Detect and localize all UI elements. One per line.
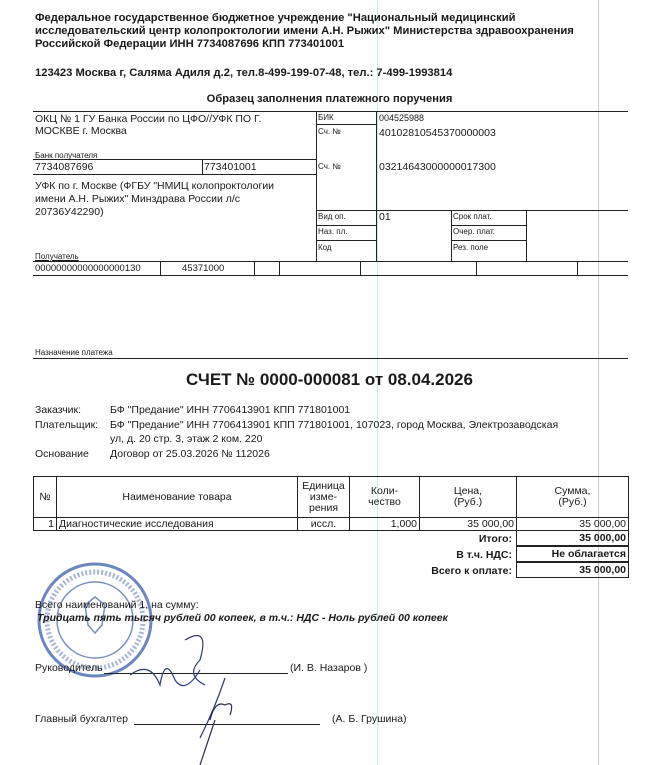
row-sum: 35 000,00 (516, 517, 629, 531)
bik-value: 004525988 (379, 113, 425, 123)
naz-pl-label: Наз. пл. (318, 227, 348, 236)
col-header-price: Цена, (Руб.) (419, 476, 517, 518)
accountant-name: (А. Б. Грушина) (332, 713, 407, 725)
vat-value: Не облагается (516, 546, 629, 562)
row-price: 35 000,00 (419, 517, 517, 531)
org-address: 123423 Москва г, Саляма Адиля д.2, тел.8-499-199-07-48, тел.: 7-499-1993814 (35, 67, 453, 79)
recipient-kpp: 773401001 (204, 161, 257, 173)
org-line-1: Федеральное государственное бюджетное учреждение "Национальный медицинский (35, 12, 516, 24)
bik-label: БИК (318, 113, 334, 122)
ocher-label: Очер. плат. (453, 227, 496, 236)
oktmo-value: 45371000 (182, 263, 225, 274)
basis-value: Договор от 25.03.2026 № 112026 (110, 448, 270, 460)
handwritten-signatures (90, 620, 290, 765)
payer-value: БФ "Предание" ИНН 7706413901 КПП 771801001, 107023, город Москва, Электрозаводская (110, 419, 559, 431)
col-header-qty: Коли- чество (349, 476, 420, 518)
col-header-sum: Сумма, (Руб.) (516, 476, 629, 518)
row-num: 1 (33, 517, 57, 531)
items-count-line: Всего наименований 1, на сумму: (35, 599, 199, 611)
col-header-num: № (33, 476, 57, 518)
due-value: 35 000,00 (516, 562, 629, 578)
row-name: Диагностические исследования (56, 517, 298, 531)
kod-label: Код (318, 243, 332, 252)
recipient-label: Получатель (35, 252, 79, 261)
amount-in-words: Тридцать пять тысяч рублей 00 копеек, в т.ч.: НДС - Ноль рублей 00 копеек (37, 612, 448, 624)
payer-label: Плательщик: (35, 419, 99, 431)
bank-name-cont: МОСКВЕ г. Москва (35, 125, 127, 137)
account-label: Сч. № (318, 162, 341, 171)
kbk-value: 00000000000000000130 (35, 263, 141, 274)
recipient-inn: 7734087696 (35, 161, 94, 173)
accountant-label: Главный бухгалтер (35, 713, 128, 725)
total-value: 35 000,00 (516, 530, 629, 546)
account-value: 03214643000000017300 (379, 161, 496, 173)
col-header-name: Наименование товара (56, 476, 298, 518)
customer-label: Заказчик: (35, 404, 82, 416)
payer-value-cont: ул, д. 20 стр. 3, этаж 2 ком. 220 (110, 433, 263, 445)
corr-account-value: 40102810545370000003 (379, 127, 496, 139)
vat-label: В т.ч. НДС: (456, 548, 512, 561)
head-label: Руководитель (35, 662, 103, 674)
row-qty: 1,000 (349, 517, 420, 531)
org-line-2: исследовательский центр колопроктологии имени А.Н. Рыжих" Министерства здравоохранения (35, 25, 574, 37)
payment-sample-title: Образец заполнения платежного поручения (206, 93, 453, 105)
vid-op-label: Вид оп. (318, 212, 346, 221)
head-name: (И. В. Назаров ) (290, 662, 368, 674)
bank-label: Банк получателя (35, 151, 98, 160)
purpose-label: Назначение платежа (35, 348, 113, 357)
recipient-name-cont: имени А.Н. Рыжих" Минздрава России л/с (35, 193, 241, 205)
org-line-3: Российской Федерации ИНН 7734087696 КПП 773401001 (35, 38, 345, 50)
srok-label: Срок плат. (453, 212, 492, 221)
col-header-unit: Единица изме- рения (297, 476, 350, 518)
corr-account-label: Сч. № (318, 127, 341, 136)
basis-label: Основание (35, 448, 89, 460)
total-label: Итого: (478, 532, 512, 545)
customer-value: БФ "Предание" ИНН 7706413901 КПП 771801001 (110, 404, 351, 416)
vid-op-value: 01 (379, 211, 391, 223)
row-unit: иссл. (297, 517, 350, 531)
invoice-title: СЧЕТ № 0000-000081 от 08.04.2026 (186, 370, 473, 389)
rez-label: Рез. поле (453, 243, 489, 252)
recipient-name-cont: 20736У42290) (35, 206, 104, 218)
due-label: Всего к оплате: (431, 564, 512, 577)
bank-name: ОКЦ № 1 ГУ Банка России по ЦФО//УФК ПО Г. (35, 113, 262, 125)
recipient-name: УФК по г. Москве (ФГБУ "НМИЦ колопроктологии (35, 180, 275, 192)
